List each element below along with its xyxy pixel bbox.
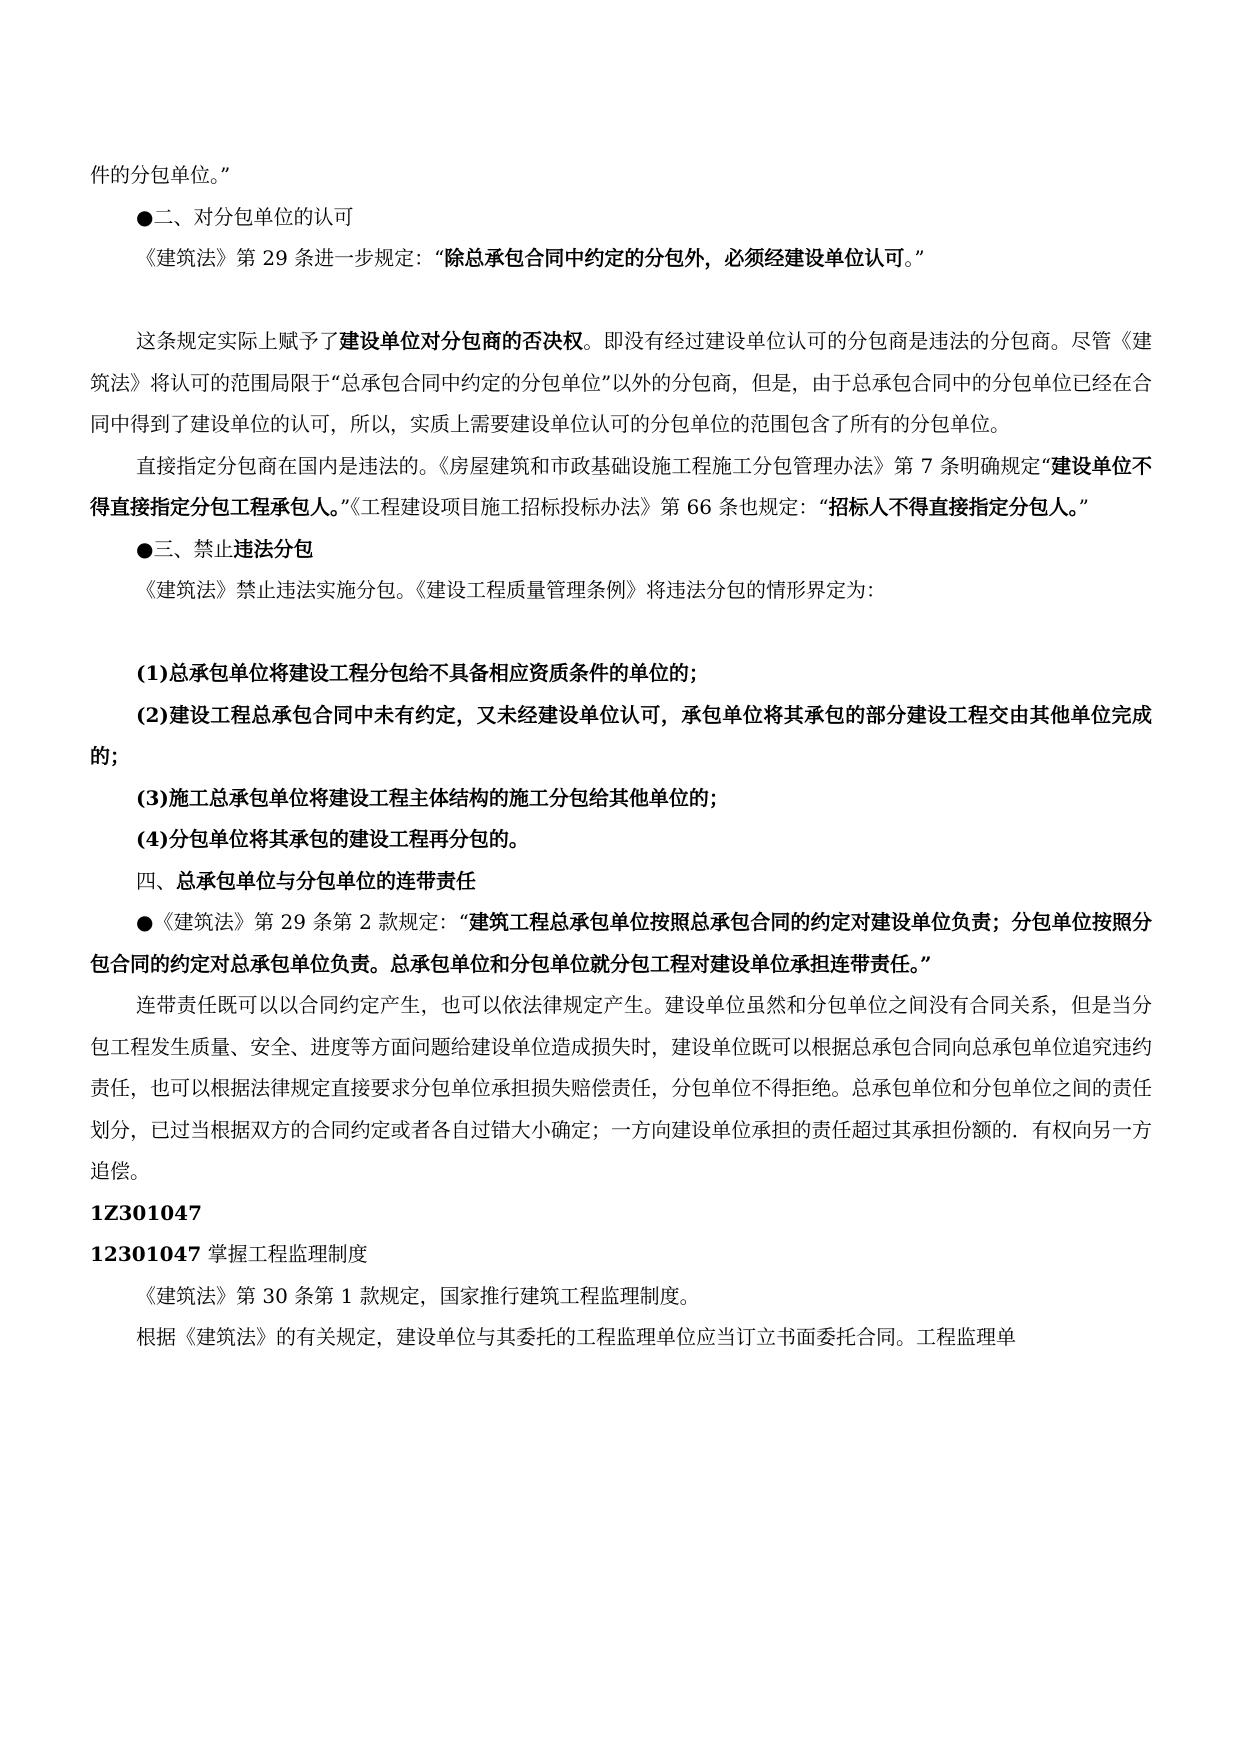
list-item [90,819,1152,861]
section-code [90,1193,1152,1235]
list-item-text: (4)分包单位将其承包的建设工程再分包的。 [136,827,529,851]
bold-quote: 建设单位不得直接指定分包工程承包人。 [90,453,1152,519]
list-item [90,653,1152,695]
list-item [90,778,1152,820]
paragraph-article-30: 《建筑法》第 30 条第 1 款规定，国家推行建筑工程监理制度。 [136,1283,700,1308]
title-text: 掌握工程监理制度 [201,1242,368,1266]
code-text: 1Z301047 [90,1200,203,1225]
paragraph-supervision-contract: 根据《建筑法》的有关规定，建设单位与其委托的工程监理单位应当订立书面委托合同。工程监理单 [136,1325,1016,1349]
paragraph-veto-right [90,321,1152,446]
paragraph-liability-explanation: 连带责任既可以以合同约定产生，也可以依法律规定产生。建设单位虽然和分包单位之间没有合同关系，但是当分包工程发生质量、安全、进度等方面问题给建设单位造成损失时，建设单位既可以根据总承包合同向总承包单位追究违约责任，也可以根据法律规定直接要求分包单位承担损失赔偿责任，分包单位不得拒绝。总承包单位和分包单位之间的责任划分，已过当根据双方的合同约定或者各自过错大小确定；一方向建设单位承担的责任超过其承担份额的．有权向另一方追偿。 [90,993,1152,1183]
bold-quote: 建筑工程总承包单位按照总承包合同的约定对建设单位负责；分包单位按照分包合同的约定对总承包单位负责。总承包单位和分包单位就分包工程对建设单位承担连带责任。 [90,910,1153,976]
section-heading-2: ●二、对分包单位的认可 [136,204,354,229]
blank-line [90,612,1152,654]
bold-quote: 除总承包合同中约定的分包外，必须经建设单位认可 [444,246,905,270]
bold-quote-end: ” [920,951,932,976]
bold-quote: 招标人不得直接指定分包人。 [828,495,1079,519]
paragraph-joint-liability [90,902,1152,985]
bold-phrase: 建设单位对分包商的否决权 [339,329,584,353]
text: ” [1078,495,1089,519]
list-item [90,695,1152,778]
paragraph-continuation: 件的分包单位。” [90,163,231,187]
text: ”《工程建设项目施工招标投标办法》第 66 条也规定：“ [340,495,829,519]
text: 。” [904,246,925,270]
bold-phrase: 违法分包 [233,536,314,561]
list-item-text: (3)施工总承包单位将建设工程主体结构的施工分包给其他单位的； [136,785,729,810]
list-item-text: (1)总承包单位将建设工程分包给不具备相应资质条件的单位的； [136,661,709,685]
paragraph-direct-designation [90,446,1152,529]
document-page [90,155,1152,1359]
text: 直接指定分包商在国内是违法的。《房屋建筑和市政基础设施工程施工分包管理办法》第 7 条明确规定“ [136,453,1051,478]
text: ●《建筑法》第 29 条第 2 款规定：“ [136,910,469,934]
text: ●三、禁止 [136,536,234,561]
section-heading-3 [90,529,1152,571]
paragraph-article-29 [90,238,1152,280]
bold-phrase: 总承包单位与分包单位的连带责任 [176,868,476,893]
text: 。即没有经过建设单位认可的分包商是违法的分包商。尽管《建筑法》将认可的范围局限于“总承包合同中约定的分包单位”以外的分包商，但是，由于总承包合同中的分包单位已经在合同中得到了建设单位的认可，所以，实质上需要建设单位认可的分包单位的范围包含了所有的分包单位。 [90,329,1153,436]
text: 《建筑法》第 29 条进一步规定：“ [136,246,445,270]
text: 四、 [136,868,176,893]
paragraph-illegal-subcontract: 《建筑法》禁止违法实施分包。《建设工程质量管理条例》将违法分包的情形界定为： [136,578,886,602]
code-text: 12301047 [90,1242,202,1266]
blank-line [90,280,1152,322]
list-item-text: (2)建设工程总承包合同中未有约定，又未经建设单位认可，承包单位将其承包的部分建设工程交由其他单位完成的； [90,702,1152,768]
section-heading-4 [90,861,1152,903]
section-title [90,1234,1152,1276]
text: 这条规定实际上赋予了 [136,329,340,353]
